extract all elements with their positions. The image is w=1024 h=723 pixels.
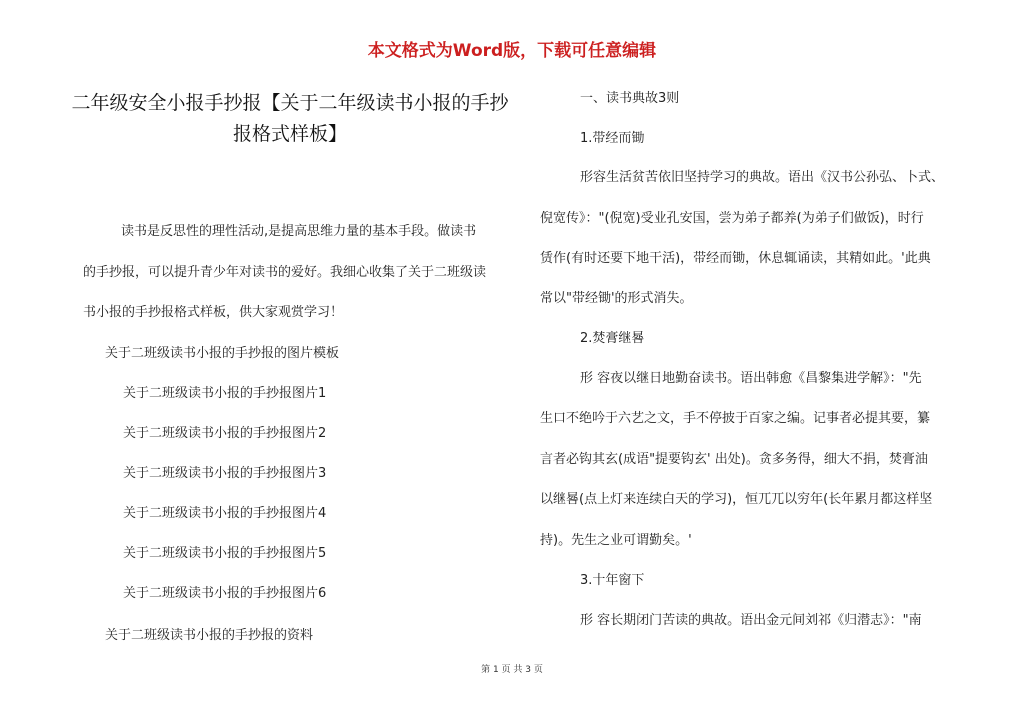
list-item: 关于二班级读书小报的手抄报图片1 bbox=[123, 386, 327, 401]
story-2-line: 形 容夜以继日地勤奋读书。语出韩愈《昌黎集进学解》："先 bbox=[580, 371, 922, 386]
list-item: 关于二班级读书小报的手抄报图片6 bbox=[123, 586, 327, 601]
title-line-2: 报格式样板】 bbox=[232, 123, 347, 145]
list-item: 关于二班级读书小报的手抄报图片2 bbox=[123, 426, 327, 441]
intro-line-3: 书小报的手抄报格式样板，供大家观赏学习！ bbox=[83, 305, 344, 320]
download-banner: 本文格式为Word版，下载可任意编辑 bbox=[367, 41, 657, 61]
intro-line-1: 读书是反思性的理性活动,是提高思维力量的基本手段。做读书 bbox=[121, 224, 477, 239]
story-2-line: 持)。先生之业可谓勤矣。' bbox=[540, 533, 692, 548]
list-item: 关于二班级读书小报的手抄报图片3 bbox=[123, 466, 327, 481]
story-2-line: 言者必钩其玄(成语"提要钩玄' 出处)。贪多务得，细大不捐，焚膏油 bbox=[540, 452, 928, 467]
story-2-line: 生口不绝吟于六艺之文，手不停披于百家之编。记事者必提其要，纂 bbox=[540, 411, 931, 426]
page-footer: 第 1 页 共 3 页 bbox=[481, 665, 543, 675]
story-1-line: 形容生活贫苦依旧坚持学习的典故。语出《汉书公孙弘、卜式、 bbox=[580, 170, 945, 185]
story-1-line: 赁作(有时还要下地干活)，带经而锄，休息辄诵读，其精如此。'此典 bbox=[540, 251, 931, 266]
title-line-1: 二年级安全小报手抄报【关于二年级读书小报的手抄 bbox=[71, 92, 509, 114]
section-heading: 一、读书典故3则 bbox=[580, 91, 680, 106]
story-1-title: 1.带经而锄 bbox=[580, 131, 645, 146]
story-1-line: 常以"带经锄'的形式消失。 bbox=[540, 291, 693, 306]
document-title bbox=[60, 88, 520, 150]
story-2-title: 2.焚膏继晷 bbox=[580, 331, 645, 346]
list-item: 关于二班级读书小报的手抄报图片5 bbox=[123, 546, 327, 561]
list-item: 关于二班级读书小报的手抄报图片4 bbox=[123, 506, 327, 521]
story-2-line: 以继晷(点上灯来连续白天的学习)，恒兀兀以穷年(长年累月都这样坚 bbox=[540, 492, 933, 507]
story-3-line: 形 容长期闭门苦读的典故。语出金元间刘祁《归潜志》："南 bbox=[580, 613, 922, 628]
intro-line-2: 的手抄报，可以提升青少年对读书的爱好。我细心收集了关于二班级读 bbox=[83, 265, 487, 280]
list-heading: 关于二班级读书小报的手抄报的图片模板 bbox=[105, 346, 340, 361]
story-1-line: 倪宽传》："(倪宽)受业孔安国，尝为弟子都养(为弟子们做饭)，时行 bbox=[540, 211, 924, 226]
story-3-title: 3.十年窗下 bbox=[580, 573, 645, 588]
material-heading: 关于二班级读书小报的手抄报的资料 bbox=[105, 628, 314, 643]
